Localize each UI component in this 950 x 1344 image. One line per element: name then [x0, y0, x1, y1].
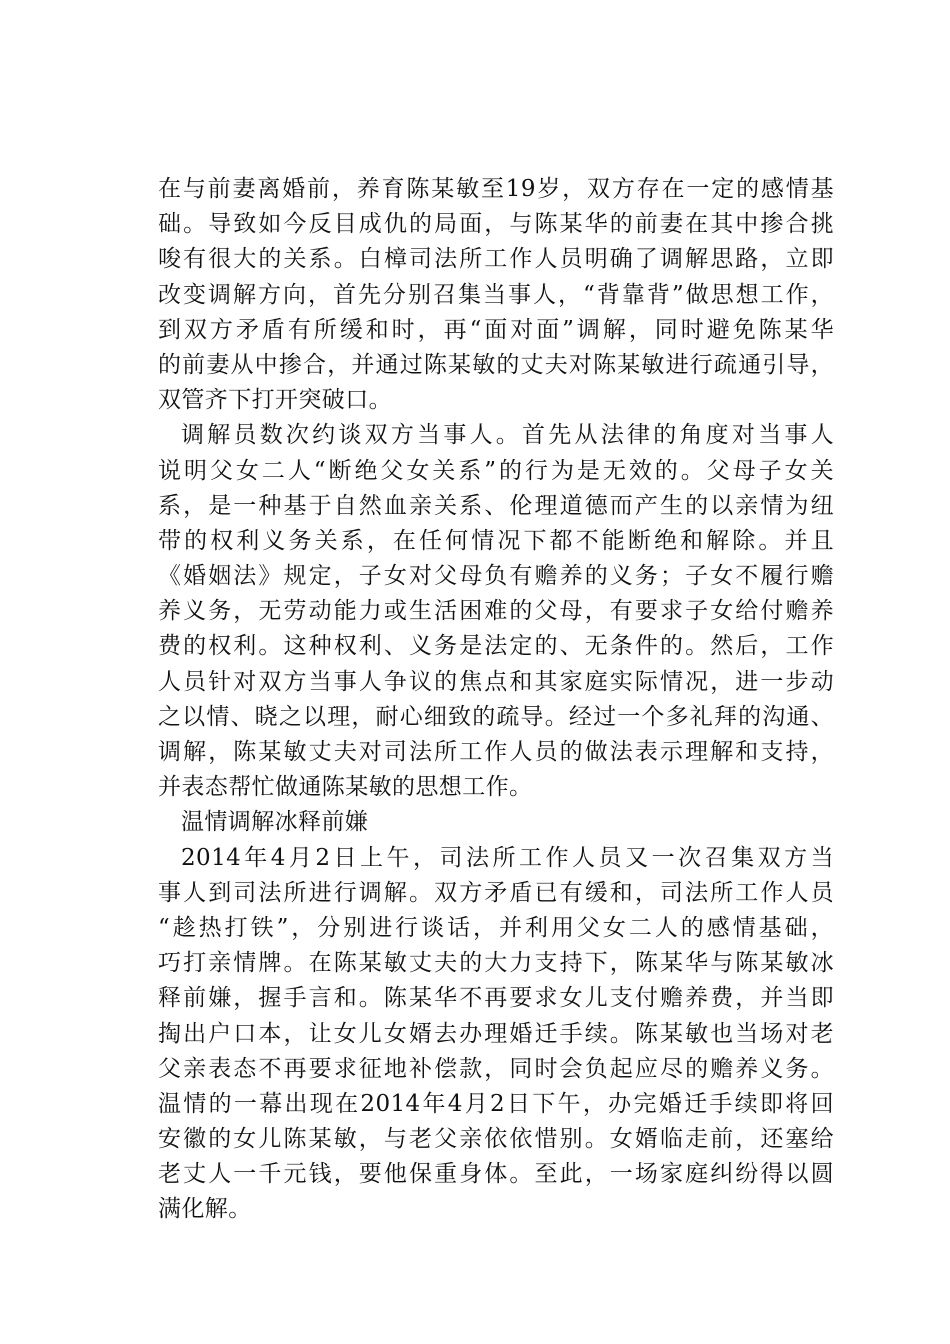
- text-line: 安徽的女儿陈某敏，与老父亲依依惜别。女婿临走前，还塞给: [158, 1126, 834, 1153]
- text-line: 费的权利。这种权利、义务是法定的、无条件的。然后，工作: [158, 633, 834, 660]
- text-line: 调解员数次约谈双方当事人。首先从法律的角度对当事人: [181, 422, 834, 449]
- text-line: 温情的一幕出现在2014年4月2日下午，办完婚迁手续即将回: [158, 1090, 834, 1117]
- text-line: 事人到司法所进行调解。双方矛盾已有缓和，司法所工作人员: [158, 879, 834, 906]
- text-line: 养义务，无劳动能力或生活困难的父母，有要求子女给付赡养: [158, 598, 834, 625]
- text-line: 并表态帮忙做通陈某敏的思想工作。: [158, 774, 533, 801]
- paragraph-mediation-approach: [158, 172, 834, 418]
- text-line: 巧打亲情牌。在陈某敏丈夫的大力支持下，陈某华与陈某敏冰: [158, 950, 834, 977]
- text-line: 父亲表态不再要求征地补偿款，同时会负起应尽的赡养义务。: [158, 1055, 834, 1082]
- text-line: 满化解。: [158, 1196, 252, 1223]
- text-line: 调解，陈某敏丈夫对司法所工作人员的做法表示理解和支持，: [158, 739, 834, 765]
- text-line: 的前妻从中掺合，并通过陈某敏的丈夫对陈某敏进行疏通引导，: [158, 351, 834, 378]
- text-line: 说明父女二人“断绝父女关系”的行为是无效的。父母子女关: [158, 457, 834, 484]
- text-line: 《婚姻法》规定，子女对父母负有赡养的义务；子女不履行赡: [158, 563, 834, 590]
- paragraph-legal-explanation: [158, 418, 834, 805]
- text-line: 老丈人一千元钱，要他保重身体。至此，一场家庭纠纷得以圆: [158, 1161, 834, 1188]
- text-line: 系，是一种基于自然血亲关系、伦理道德而产生的以亲情为纽: [158, 492, 834, 519]
- section-heading: [158, 805, 834, 840]
- text-line: 人员针对双方当事人争议的焦点和其家庭实际情况，进一步动: [158, 668, 834, 695]
- text-line: 唆有很大的关系。白樟司法所工作人员明确了调解思路，立即: [158, 246, 834, 273]
- text-line: 带的权利义务关系，在任何情况下都不能断绝和解除。并且: [158, 527, 834, 554]
- text-line: 在与前妻离婚前，养育陈某敏至19岁，双方存在一定的感情基: [158, 176, 834, 202]
- text-line: 改变调解方向，首先分别召集当事人，“背靠背”做思想工作，: [158, 281, 834, 308]
- text-line: 础。导致如今反目成仇的局面，与陈某华的前妻在其中掺合挑: [158, 211, 834, 238]
- text-line: 双管齐下打开突破口。: [158, 387, 392, 414]
- text-line: 之以情、晓之以理，耐心细致的疏导。经过一个多礼拜的沟通、: [158, 703, 834, 730]
- text-line: 掏出户口本，让女儿女婿去办理婚迁手续。陈某敏也当场对老: [158, 1020, 834, 1047]
- text-line: 2014年4月2日上午，司法所工作人员又一次召集双方当: [181, 844, 834, 871]
- text-line: 到双方矛盾有所缓和时，再“面对面”调解，同时避免陈某华: [158, 316, 834, 343]
- paragraph-resolution: [158, 841, 834, 1228]
- document-body: [158, 172, 834, 1228]
- heading-text: 温情调解冰释前嫌: [181, 809, 369, 836]
- text-line: 释前嫌，握手言和。陈某华不再要求女儿支付赡养费，并当即: [158, 985, 834, 1012]
- text-line: “趁热打铁”，分别进行谈话，并利用父女二人的感情基础，: [158, 914, 834, 941]
